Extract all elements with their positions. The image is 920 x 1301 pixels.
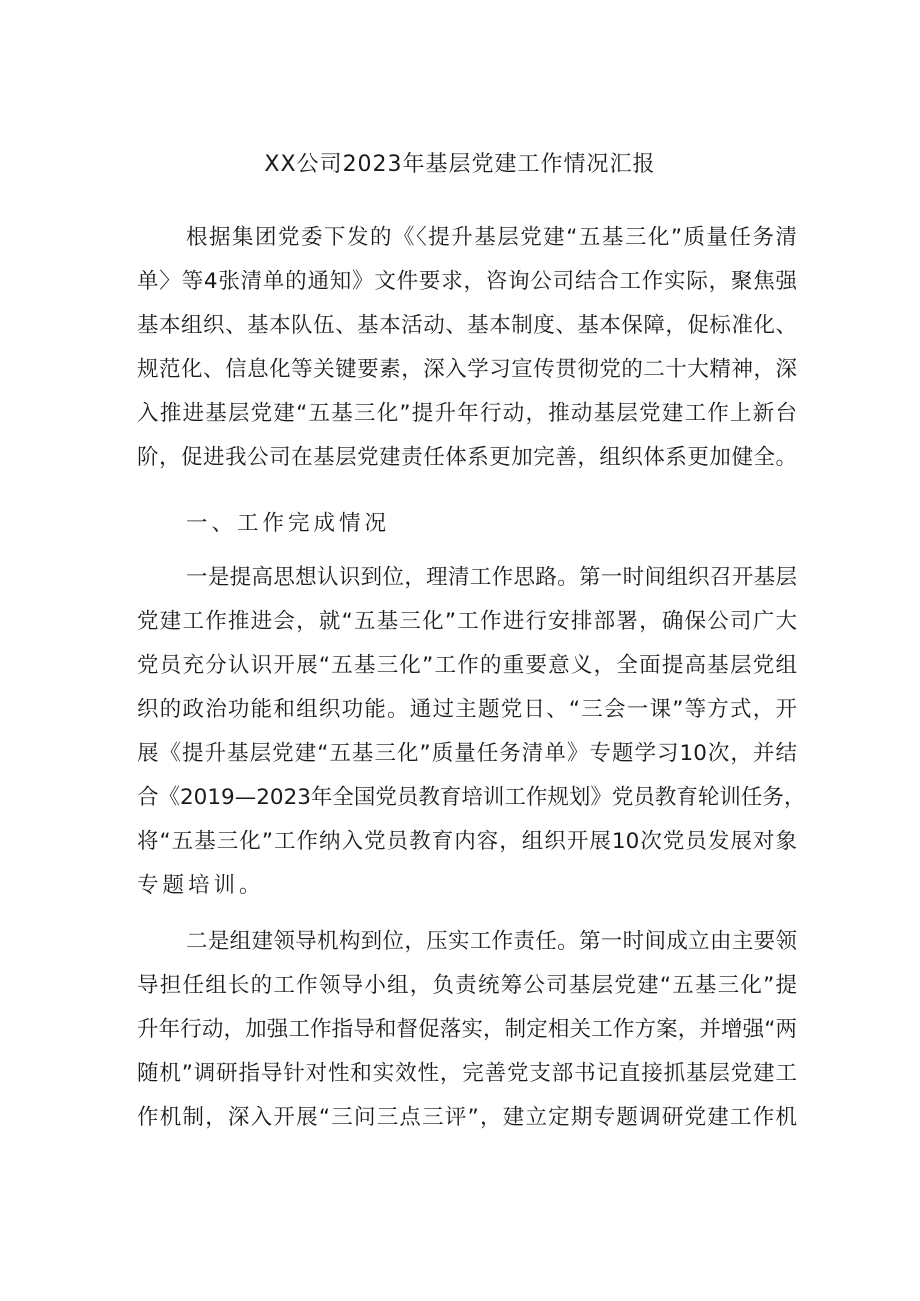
paragraph-1-line-3: 基本组织、基本队伍、基本活动、基本制度、基本保障，促标准化、 [137, 313, 797, 338]
paragraph-2-line-2: 党建工作推进会，就“五基三化”工作进行安排部署，确保公司广大 [137, 609, 797, 634]
paragraph-1-line-1: 根据集团党委下发的《〈提升基层党建“五基三化”质量任务清 [186, 225, 797, 250]
paragraph-3-line-5: 作机制，深入开展“三问三点三评”，建立定期专题调研党建工作机 [137, 1105, 797, 1130]
paragraph-2-line-5: 展《提升基层党建“五基三化”质量任务清单》专题学习10次，并结 [137, 741, 797, 766]
paragraph-3-line-4: 随机”调研指导针对性和实效性，完善党支部书记直接抓基层党建工 [137, 1061, 797, 1086]
paragraph-2-line-8: 专题培训。 [137, 873, 265, 898]
paragraph-1-line-4: 规范化、信息化等关键要素，深入学习宣传贯彻党的二十大精神，深 [137, 357, 797, 382]
paragraph-1-line-6: 阶，促进我公司在基层党建责任体系更加完善，组织体系更加健全。 [137, 445, 797, 470]
section-heading: 一、工作完成情况 [186, 511, 391, 536]
paragraph-2-line-1: 一是提高思想认识到位，理清工作思路。第一时间组织召开基层 [186, 565, 797, 590]
document-title: XX公司2023年基层党建工作情况汇报 [264, 152, 656, 177]
paragraph-1-line-5: 入推进基层党建“五基三化”提升年行动，推动基层党建工作上新台 [137, 401, 797, 426]
paragraph-2-line-7: 将“五基三化”工作纳入党员教育内容，组织开展10次党员发展对象 [137, 829, 797, 854]
paragraph-3-line-2: 导担任组长的工作领导小组，负责统筹公司基层党建“五基三化”提 [137, 973, 797, 998]
paragraph-3-line-1: 二是组建领导机构到位，压实工作责任。第一时间成立由主要领 [186, 929, 797, 954]
paragraph-2-line-6: 合《2019—2023年全国党员教育培训工作规划》党员教育轮训任务， [137, 785, 806, 810]
paragraph-3-line-3: 升年行动，加强工作指导和督促落实，制定相关工作方案，并增强“两 [137, 1017, 797, 1042]
paragraph-2-line-4: 织的政治功能和组织功能。通过主题党日、“三会一课”等方式，开 [137, 697, 797, 722]
paragraph-2-line-3: 党员充分认识开展“五基三化”工作的重要意义，全面提高基层党组 [137, 653, 797, 678]
paragraph-1-line-2: 单〉等4张清单的通知》文件要求，咨询公司结合工作实际，聚焦强 [137, 269, 797, 294]
